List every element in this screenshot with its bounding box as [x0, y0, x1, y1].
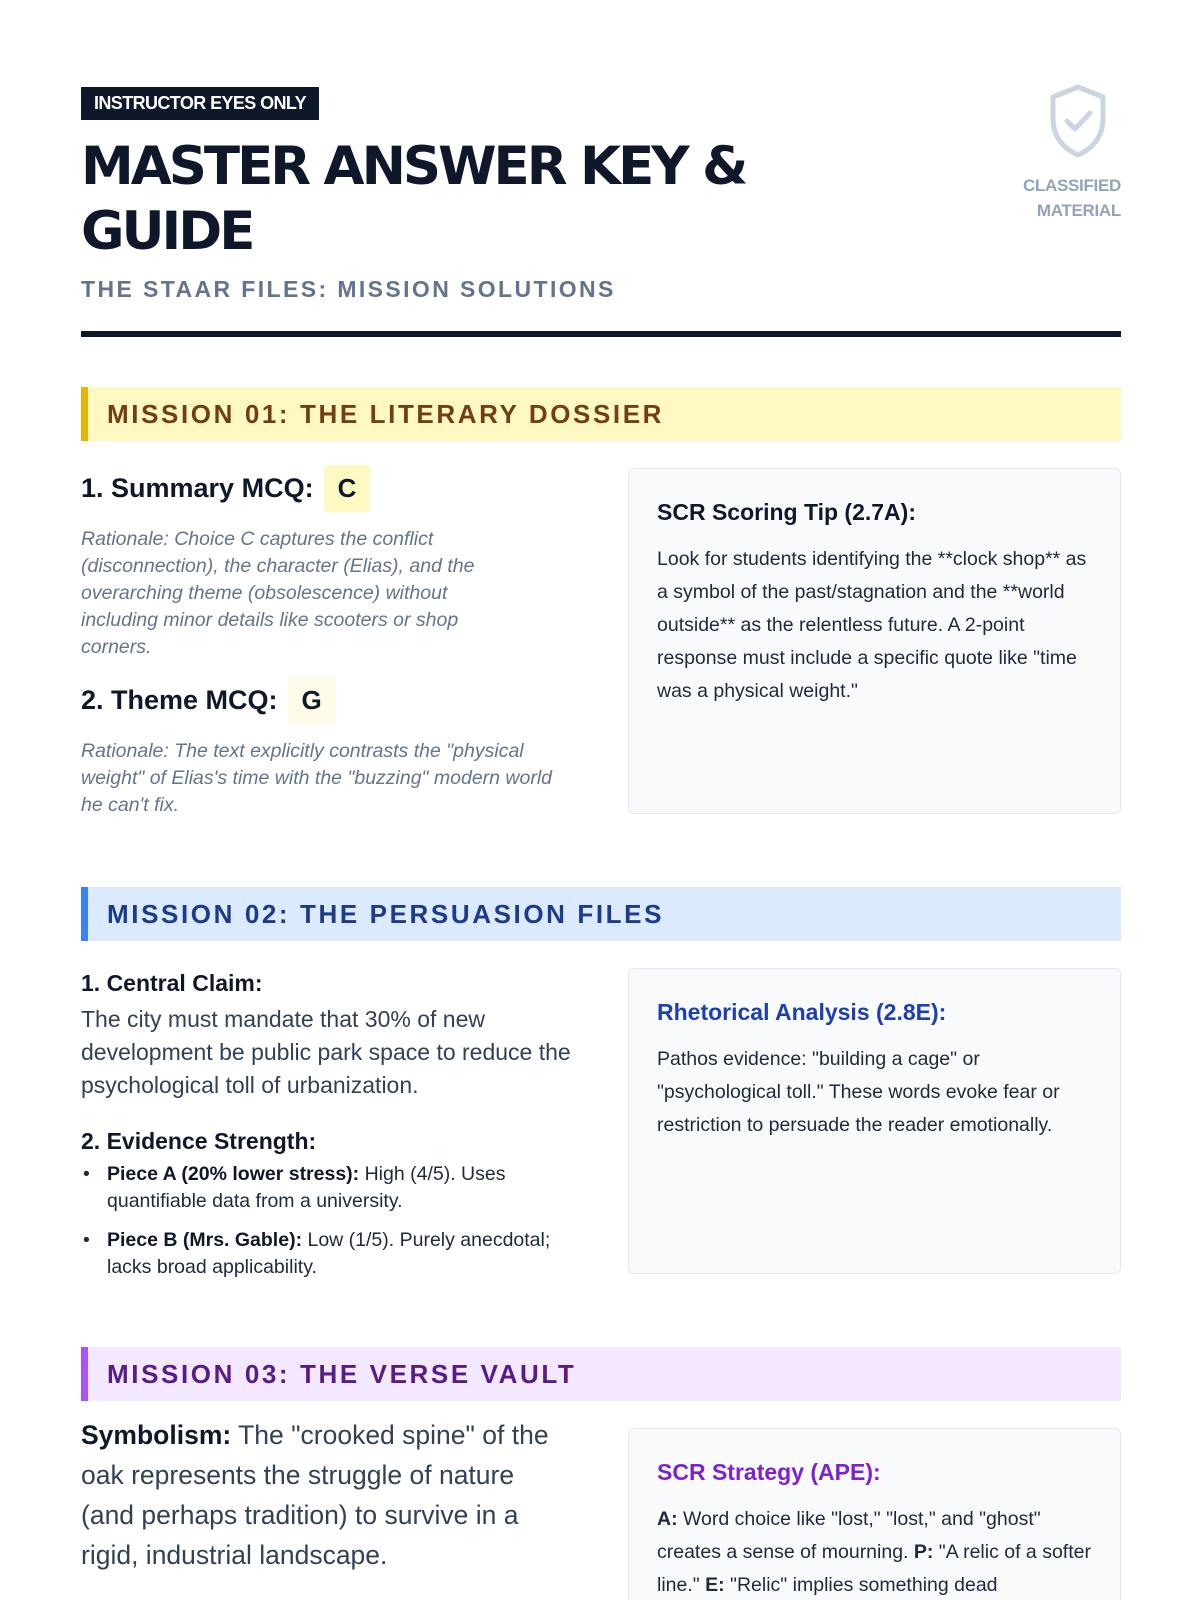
evidence-item-a-lead: Piece A (20% lower stress):	[107, 1163, 360, 1185]
shield-check-icon	[1047, 83, 1109, 159]
mission-02-accent-bar	[81, 887, 88, 941]
answer-key-page	[81, 87, 1121, 1596]
header-divider	[81, 331, 1121, 337]
ape-p-lead: P:	[913, 1541, 934, 1563]
mission-03-answers	[81, 1415, 571, 1575]
ape-e-lead: E:	[705, 1574, 725, 1596]
mission-02-banner	[81, 887, 1121, 941]
ape-a-lead: A:	[657, 1508, 678, 1530]
evidence-item-a-text: High (4/5). Uses quantifiable data from a university.	[107, 1163, 506, 1212]
symbolism-text: The "crooked spine" of the oak represents the struggle of nature (and perhaps tradition) to survive in a rigid, industrial landscape.	[81, 1420, 549, 1570]
symbolism-lead: Symbolism:	[81, 1420, 232, 1450]
mission-03-banner	[81, 1347, 1121, 1401]
rhetorical-analysis-body: Pathos evidence: "building a cage" or "psychological toll." These words evoke fear or restriction to persuade the reader emotionally.	[657, 1048, 1060, 1136]
scr-strategy-title: SCR Strategy (APE):	[657, 1459, 881, 1485]
theme-rationale: Rationale: The text explicitly contrasts the "physical weight" of Elias's time with the "buzzing" modern world he can't fix.	[81, 740, 553, 816]
instructor-tag: INSTRUCTOR EYES ONLY	[81, 87, 319, 120]
classified-stamp	[991, 83, 1121, 223]
scr-strategy-card	[628, 1428, 1121, 1600]
summary-mcq	[81, 465, 581, 512]
central-claim-label: 1. Central Claim:	[81, 970, 263, 996]
ape-a-text: Word choice like "lost," "lost," and "ghost" creates a sense of mourning.	[657, 1508, 1041, 1563]
summary-mcq-label: 1. Summary MCQ:	[81, 473, 314, 503]
page-subtitle: THE STAAR FILES: MISSION SOLUTIONS	[81, 276, 616, 302]
evidence-strength-label: 2. Evidence Strength:	[81, 1128, 317, 1154]
scr-scoring-tip-body: Look for students identifying the **clock shop** as a symbol of the past/stagnation and the **world outside** as the relentless future. A 2-point response must include a specific quote like "time was a physical weight."	[657, 548, 1087, 702]
page-title: MASTER ANSWER KEY & GUIDE	[81, 136, 746, 262]
evidence-item-b-lead: Piece B (Mrs. Gable):	[107, 1229, 303, 1251]
mission-02-title: MISSION 02: THE PERSUASION FILES	[107, 898, 665, 929]
mission-01-accent-bar	[81, 387, 88, 441]
summary-rationale: Rationale: Choice C captures the conflict (disconnection), the character (Elias), and the overarching theme (obsolescence) without including minor details like scooters or shop corners.	[81, 528, 475, 658]
central-claim-text: The city must mandate that 30% of new development be public park space to reduce the psychological toll of urbanization.	[81, 1006, 571, 1098]
scr-scoring-tip-card	[628, 468, 1121, 814]
scr-scoring-tip-title: SCR Scoring Tip (2.7A):	[657, 499, 916, 525]
rhetorical-analysis-title: Rhetorical Analysis (2.8E):	[657, 999, 947, 1025]
mission-01-answers	[81, 465, 581, 819]
mission-01-title: MISSION 01: THE LITERARY DOSSIER	[107, 398, 665, 429]
evidence-item-b	[81, 1227, 581, 1281]
mission-01-banner	[81, 387, 1121, 441]
evidence-list	[81, 1161, 581, 1281]
mission-02-answers	[81, 970, 581, 1293]
ape-p-text: "A relic of a softer line."	[657, 1541, 1091, 1596]
classified-line-2: MATERIAL	[1036, 201, 1121, 220]
theme-mcq	[81, 677, 581, 724]
ape-e-text: "Relic" implies something dead	[724, 1574, 998, 1596]
header	[81, 87, 1121, 337]
theme-mcq-label: 2. Theme MCQ:	[81, 685, 278, 715]
summary-mcq-answer: C	[324, 465, 371, 512]
mission-03-title: MISSION 03: THE VERSE VAULT	[107, 1358, 577, 1389]
mission-03-accent-bar	[81, 1347, 88, 1401]
classified-label	[991, 173, 1121, 223]
rhetorical-analysis-card	[628, 968, 1121, 1274]
evidence-item-a	[81, 1161, 581, 1215]
theme-mcq-answer: G	[288, 677, 336, 724]
scr-strategy-body	[657, 1503, 1092, 1600]
symbolism-answer	[81, 1415, 571, 1575]
classified-line-1: CLASSIFIED	[1022, 176, 1121, 195]
evidence-item-b-text: Low (1/5). Purely anecdotal; lacks broad applicability.	[107, 1229, 551, 1278]
